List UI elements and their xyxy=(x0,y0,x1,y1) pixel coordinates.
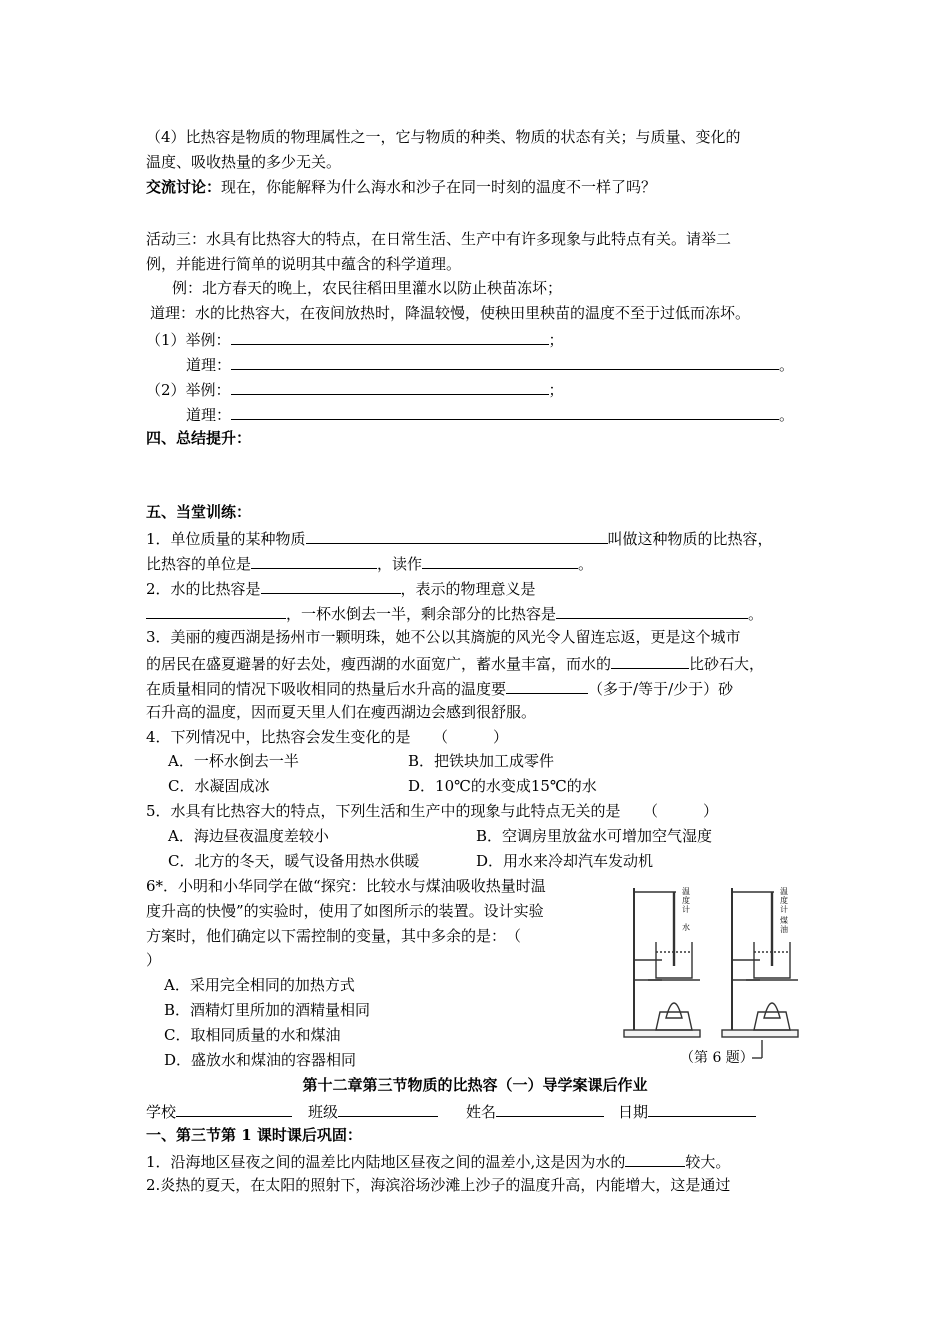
right-label-3: 煤 xyxy=(780,916,788,925)
discussion-text: 现在，你能解释为什么海水和沙子在同一时刻的温度不一样了吗？ xyxy=(221,178,657,196)
left-flame xyxy=(666,1003,682,1018)
q3-text-d: 在质量相同的情况下吸收相同的热量后水升高的温度要 xyxy=(146,680,507,698)
class-field[interactable] xyxy=(338,1100,438,1117)
q3-line1: 3．美丽的瘦西湖是扬州市一颗明珠，她不公以其旖旎的风光令人留连忘返，更是这个城市 xyxy=(146,628,741,646)
section5-title: 五、当堂训练： xyxy=(146,503,252,521)
heating-apparatus-figure xyxy=(622,880,800,1060)
homework-q1-text-b: 较大。 xyxy=(685,1153,731,1171)
item2-example-blank[interactable] xyxy=(231,378,549,395)
q2-meaning-blank[interactable] xyxy=(146,602,286,619)
item2-reason-blank[interactable] xyxy=(231,403,779,420)
discussion-label: 交流讨论： xyxy=(146,178,222,196)
activity3-item2 xyxy=(146,378,564,400)
item1-reason-blank[interactable] xyxy=(231,353,779,370)
q5-option-b[interactable]: B．空调房里放盆水可增加空气湿度 xyxy=(476,827,713,845)
q1-definition-blank[interactable] xyxy=(306,527,608,544)
paragraph-4-line2: 温度、吸收热量的多少无关。 xyxy=(146,153,342,171)
q6-line1: 6*．小明和小华同学在做“探究：比较水与煤油吸收热量时温 xyxy=(146,877,546,895)
item1-reason-end: 。 xyxy=(779,356,795,374)
homework-q2: 2.炎热的夏天，在太阳的照射下，海滨浴场沙滩上沙子的温度升高，内能增大，这是通过 xyxy=(146,1176,731,1194)
q2-text-a: 2．水的比热容是 xyxy=(146,580,261,598)
right-label-2: 计 xyxy=(780,905,788,914)
left-burner xyxy=(656,1012,692,1030)
q1-text-b: 叫做这种物质的比热容， xyxy=(607,530,773,548)
item1-reason-label: 道理： xyxy=(186,356,232,374)
right-burner xyxy=(754,1012,790,1030)
homework-q1-text-a: 1．沿海地区昼夜之间的温差比内陆地区昼夜之间的温差小,这是因为水的 xyxy=(146,1153,626,1171)
q2-text-b: ，表示的物理意义是 xyxy=(400,580,536,598)
activity3-reason: 道理：水的比热容大，在夜间放热时，降温较慢，使秧田里秧苗的温度不至于过低而冻坏。 xyxy=(150,304,751,322)
q3-comparison-blank[interactable] xyxy=(506,677,588,694)
item2-reason-end: 。 xyxy=(779,406,795,424)
right-stand-base xyxy=(722,1030,798,1037)
q2-line1 xyxy=(146,577,536,599)
left-label-0: 温 xyxy=(682,887,690,896)
q5-stem: 5．水具有比热容大的特点，下列生活和生产中的现象与此特点无关的是 （ ） xyxy=(146,802,719,820)
q3-text-e: （多于/等于/少于）砂 xyxy=(588,680,734,698)
right-label-4: 油 xyxy=(780,925,788,934)
activity3-item2-reason xyxy=(186,403,794,425)
activity3-line2: 例，并能进行简单的说明其中蕴含的科学道理。 xyxy=(146,255,462,273)
q6-line4: ） xyxy=(146,951,162,969)
right-label-0: 温 xyxy=(780,887,788,896)
q4-stem: 4．下列情况中，比热容会发生变化的是 （ ） xyxy=(146,728,509,746)
q3-text-b: 的居民在盛夏避暑的好去处，瘦西湖的水面宽广，蓄水量丰富，而水的 xyxy=(146,655,612,673)
left-label-1: 度 xyxy=(682,896,690,905)
activity3-item1 xyxy=(146,328,564,350)
item1-example-blank[interactable] xyxy=(231,328,549,345)
left-label-2: 计 xyxy=(682,905,690,914)
q1-text-d: ，读作 xyxy=(377,555,423,573)
q1-reading-blank[interactable] xyxy=(422,552,578,569)
q6-option-a[interactable]: A．采用完全相同的加热方式 xyxy=(164,976,355,994)
q3-text-c: 比砂石大， xyxy=(689,655,765,673)
item2-label: （2）举例： xyxy=(146,381,231,399)
name-field[interactable] xyxy=(496,1100,604,1117)
item2-end: ； xyxy=(548,381,564,399)
q1-line2 xyxy=(146,552,593,574)
activity3-item1-reason xyxy=(186,353,794,375)
q6-option-c[interactable]: C．取相同质量的水和煤油 xyxy=(164,1026,341,1044)
right-flame xyxy=(764,1003,780,1018)
homework-section1-title: 一、第三节第 1 课时课后巩固： xyxy=(146,1126,362,1144)
school-field[interactable] xyxy=(176,1100,292,1117)
q5-option-c[interactable]: C．北方的冬天，暖气设备用热水供暖 xyxy=(168,852,420,870)
q2-text-c: ，一杯水倒去一半，剩余部分的比热容是 xyxy=(286,605,557,623)
homework-title: 第十二章第三节物质的比热容（一）导学案课后作业 xyxy=(302,1076,648,1094)
q3-line4: 石升高的温度，因而夏天里人们在瘦西湖边会感到很舒服。 xyxy=(146,703,537,721)
left-stand-base xyxy=(624,1030,700,1037)
q4-option-d[interactable]: D．10℃的水变成15℃的水 xyxy=(408,777,597,795)
name-label: 姓名 xyxy=(466,1103,497,1121)
q1-text-e: 。 xyxy=(578,555,594,573)
q5-option-a[interactable]: A．海边昼夜温度差较小 xyxy=(168,827,329,845)
q6-option-b[interactable]: B．酒精灯里所加的酒精量相同 xyxy=(164,1001,371,1019)
q4-option-a[interactable]: A．一杯水倒去一半 xyxy=(168,752,299,770)
date-label: 日期 xyxy=(618,1103,649,1121)
q3-property-blank[interactable] xyxy=(611,652,689,669)
item1-end: ； xyxy=(548,331,564,349)
homework-q1-blank[interactable] xyxy=(625,1150,685,1167)
school-label: 学校 xyxy=(146,1103,177,1121)
discussion-line xyxy=(146,177,656,197)
q2-remaining-blank[interactable] xyxy=(556,602,748,619)
activity3-line1: 活动三：水具有比热容大的特点，在日常生活、生产中有许多现象与此特点有关。请举二 xyxy=(146,230,732,248)
item1-label: （1）举例： xyxy=(146,331,231,349)
item2-reason-label: 道理： xyxy=(186,406,232,424)
q1-text-a: 1．单位质量的某种物质 xyxy=(146,530,306,548)
activity3-example: 例：北方春天的晚上，农民往稻田里灌水以防止秧苗冻坏； xyxy=(172,279,563,297)
q1-line1 xyxy=(146,527,773,549)
q3-line3 xyxy=(146,677,733,699)
q6-line2: 度升高的快慢”的实验时，使用了如图所示的装置。设计实验 xyxy=(146,902,544,920)
q2-value-blank[interactable] xyxy=(261,577,401,594)
q6-option-d[interactable]: D．盛放水和煤油的容器相同 xyxy=(164,1051,357,1069)
right-label-1: 度 xyxy=(780,896,788,905)
class-label: 班级 xyxy=(308,1103,339,1121)
homework-q1 xyxy=(146,1150,730,1172)
q4-option-c[interactable]: C．水凝固成冰 xyxy=(168,777,270,795)
q1-unit-blank[interactable] xyxy=(251,552,377,569)
paragraph-4-line1: （4）比热容是物质的物理属性之一，它与物质的种类、物质的状态有关；与质量、变化的 xyxy=(146,128,741,146)
q6-line3: 方案时，他们确定以下需控制的变量，其中多余的是： （ xyxy=(146,927,522,945)
figure-caption: （第 6 题） xyxy=(680,1050,754,1066)
q2-text-d: 。 xyxy=(748,605,764,623)
q4-option-b[interactable]: B．把铁块加工成零件 xyxy=(408,752,555,770)
q5-option-d[interactable]: D．用水来冷却汽车发动机 xyxy=(476,852,654,870)
q1-text-c: 比热容的单位是 xyxy=(146,555,252,573)
q2-line2 xyxy=(146,602,763,624)
date-field[interactable] xyxy=(648,1100,756,1117)
student-info-row xyxy=(146,1100,756,1122)
q3-line2 xyxy=(146,652,764,674)
left-label-3: 水 xyxy=(682,923,690,932)
section4-title: 四、总结提升： xyxy=(146,429,252,447)
